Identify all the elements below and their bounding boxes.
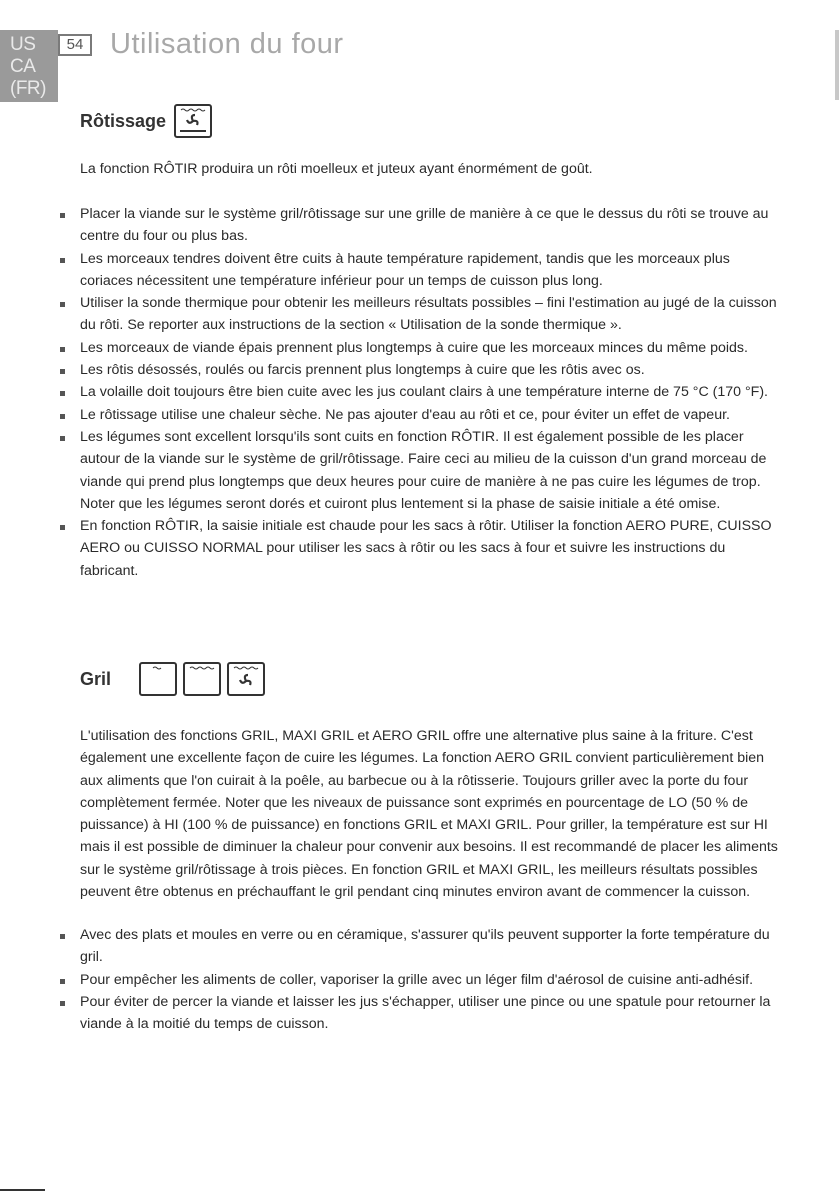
list-item: Utiliser la sonde thermique pour obtenir les meilleurs résultats possibles – fini l'estimation au jugé de la cuisson du rôti. Se reporter aux instructions de la section « Utilisation de la sonde thermique ». xyxy=(60,292,780,337)
gril-icons xyxy=(139,662,265,696)
grill-full-icon xyxy=(183,662,221,696)
region-fr: (FR) xyxy=(10,78,46,99)
edge-marker xyxy=(835,30,839,100)
gril-paragraph: L'utilisation des fonctions GRIL, MAXI GRIL et AERO GRIL offre une alternative plus saine à la friture. C'est également une excellente façon de cuire les légumes. La fonction AERO GRIL convient particulièrement bien aux aliments que l'on cuirait à la poêle, au barbecue ou à la rôtisserie. Toujours griller avec la porte du four complètement fermée. Noter que les niveaux de puissance sont exprimés en pourcentage de LO (50 % de puissance) à HI (100 % de puissance) en fonctions GRIL et MAXI GRIL. Pour griller, la température est sur HI mais il est possible de diminuer la chaleur pour convenir aux besoins. Il est recommandé de placer les aliments sur le système gril/rôtissage à trois pièces. En fonction GRIL et MAXI GRIL, les meilleurs résultats possibles peuvent être obtenus en préchauffant le gril pendant cinq minutes environ avant de commencer la cuisson. xyxy=(80,728,778,901)
list-item: En fonction RÔTIR, la saisie initiale est chaude pour les sacs à rôtir. Utiliser la fonction AERO PURE, CUISSO AERO ou CUISSO NORMAL pour utiliser les sacs à rôtir ou les sacs à four et suivre les instructions du fabricant. xyxy=(60,515,780,582)
list-item: Les légumes sont excellent lorsqu'ils sont cuits en fonction RÔTIR. Il est également possible de les placer autour de la viande sur le système de gril/rôtissage. Faire ceci au milieu de la cuisson d'un grand morceau de viande qui prend plus longtemps que deux heures pour cuire de manière à ne pas cuire les légumes de trop. Noter que les légumes seront dorés et cuiront plus lentement si la phase de saisie initiale a été omise. xyxy=(60,426,780,515)
list-item: La volaille doit toujours être bien cuite avec les jus coulant clairs à une température interne de 75 °C (170 °F). xyxy=(60,381,780,403)
section-heading-rotissage xyxy=(80,104,212,138)
region-us: US xyxy=(10,34,36,55)
rotissage-bullet-list xyxy=(60,203,780,582)
list-item: Les rôtis désossés, roulés ou farcis prennent plus longtemps à cuire que les rôtis avec os. xyxy=(60,359,780,381)
list-item: Les morceaux de viande épais prennent plus longtemps à cuire que les morceaux minces du même poids. xyxy=(60,337,780,359)
rotissage-heading-text: Rôtissage xyxy=(80,110,167,131)
list-item: Placer la viande sur le système gril/rôtissage sur une grille de manière à ce que le dessus du rôti se trouve au centre du four ou plus bas. xyxy=(60,203,780,248)
grill-small-icon xyxy=(139,662,177,696)
list-item: Le rôtissage utilise une chaleur sèche. Ne pas ajouter d'eau au rôti et ce, pour éviter un effet de vapeur. xyxy=(60,404,780,426)
list-item: Avec des plats et moules en verre ou en céramique, s'assurer qu'ils peuvent supporter la forte température du gril. xyxy=(60,924,780,969)
list-item: Pour empêcher les aliments de coller, vaporiser la grille avec un léger film d'aérosol de cuisine anti-adhésif. xyxy=(60,969,780,991)
section-heading-gril xyxy=(80,662,265,696)
page-title: Utilisation du four xyxy=(110,28,344,60)
region-tab xyxy=(0,30,58,102)
region-ca: CA xyxy=(10,56,36,77)
gril-bullet-list xyxy=(60,924,780,1035)
gril-heading-text: Gril xyxy=(80,668,112,689)
rotisserie-fan-icon xyxy=(174,104,212,138)
list-item: Pour éviter de percer la viande et laisser les jus s'échapper, utiliser une pince ou une spatule pour retourner la viande à la moitié du temps de cuisson. xyxy=(60,991,780,1036)
list-item: Les morceaux tendres doivent être cuits à haute température rapidement, tandis que les morceaux plus coriaces nécessitent une température inférieur pour un temps de cuisson plus long. xyxy=(60,248,780,293)
page-number: 54 xyxy=(58,34,92,56)
rotissage-icons xyxy=(174,104,212,138)
rotissage-intro: La fonction RÔTIR produira un rôti moelleux et juteux ayant énormément de goût. xyxy=(80,161,593,177)
aero-grill-icon xyxy=(227,662,265,696)
